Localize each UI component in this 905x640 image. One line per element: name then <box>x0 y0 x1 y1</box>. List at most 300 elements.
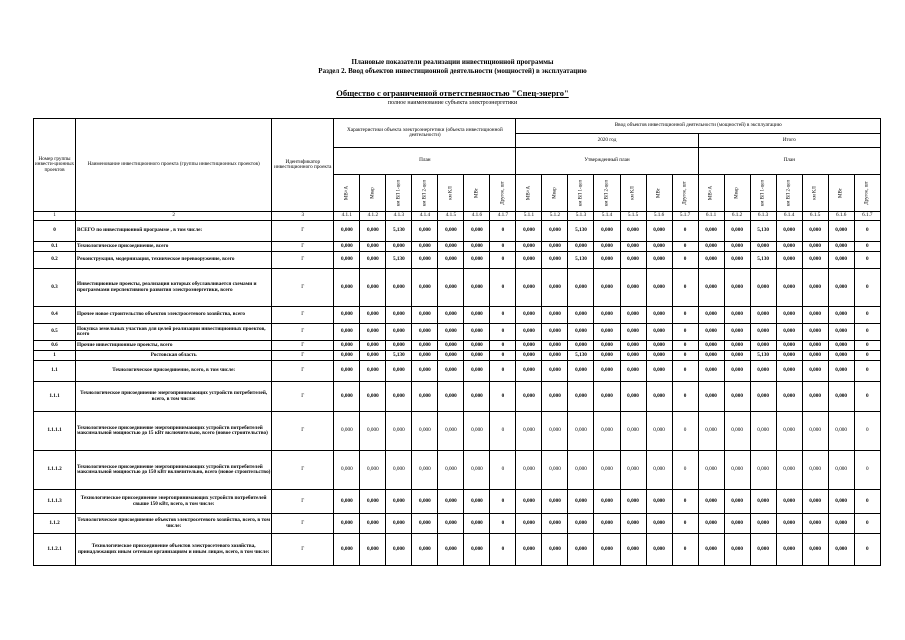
organization-caption: полное наименование субъекта электроэнергетики <box>387 100 518 106</box>
row-value: 0,000 <box>802 351 828 361</box>
row-value: 0,000 <box>594 382 620 412</box>
row-value: 0,000 <box>802 361 828 382</box>
unit-label: МВ×А <box>344 185 350 201</box>
unit-header <box>360 175 386 212</box>
row-value: 0,000 <box>646 361 672 382</box>
table-row <box>34 412 881 451</box>
unit-header <box>620 175 646 212</box>
row-value: 0,000 <box>386 514 412 534</box>
row-project-name: Технологическое присоединение, всего <box>76 242 272 252</box>
row-value: 0,000 <box>750 307 776 324</box>
row-value: 0,000 <box>828 252 854 269</box>
row-value: 0,000 <box>646 324 672 341</box>
row-value: 0,000 <box>620 490 646 514</box>
row-value: 0 <box>854 490 880 514</box>
row-value: 0,000 <box>776 242 802 252</box>
table-row <box>34 451 881 490</box>
row-value: 0,000 <box>360 242 386 252</box>
row-value: 0,000 <box>750 361 776 382</box>
row-value: 0 <box>490 514 516 534</box>
row-value: 0,000 <box>828 490 854 514</box>
row-value: 0 <box>672 382 698 412</box>
header-approved-plan: Утвержденный план <box>516 148 698 175</box>
column-code: 6.1.3 <box>750 212 776 221</box>
row-value: 0,000 <box>802 451 828 490</box>
column-code: 5.1.6 <box>646 212 672 221</box>
row-value: 0,000 <box>542 412 568 451</box>
row-value: 0,000 <box>334 341 360 351</box>
table-row <box>34 534 881 566</box>
row-project-id: Г <box>272 534 334 566</box>
row-value: 0,000 <box>620 324 646 341</box>
row-value: 0,000 <box>334 324 360 341</box>
row-value: 0,000 <box>802 412 828 451</box>
row-value: 0,000 <box>568 382 594 412</box>
row-value: 0,000 <box>620 252 646 269</box>
row-value: 0,000 <box>360 324 386 341</box>
unit-label: км ВЛ 2-цеп <box>604 179 610 207</box>
row-value: 0 <box>672 221 698 242</box>
row-value: 0,000 <box>386 269 412 307</box>
row-value: 0,000 <box>646 451 672 490</box>
row-value: 0,000 <box>360 361 386 382</box>
row-value: 0,000 <box>412 412 438 451</box>
row-value: 0,000 <box>724 242 750 252</box>
unit-label: Мвар <box>734 187 740 199</box>
row-value: 0,000 <box>360 269 386 307</box>
row-value: 0,000 <box>698 514 724 534</box>
row-value: 0,000 <box>386 412 412 451</box>
row-value: 0,000 <box>594 307 620 324</box>
row-value: 0,000 <box>438 412 464 451</box>
row-value: 0,000 <box>646 252 672 269</box>
row-value: 0,000 <box>568 514 594 534</box>
row-value: 0,000 <box>334 361 360 382</box>
row-value: 0,000 <box>620 242 646 252</box>
row-value: 0,000 <box>412 307 438 324</box>
row-value: 0,000 <box>360 412 386 451</box>
row-value: 0,000 <box>776 221 802 242</box>
row-value: 0,000 <box>568 412 594 451</box>
unit-header <box>412 175 438 212</box>
row-value: 0,000 <box>594 361 620 382</box>
row-value: 0,000 <box>828 451 854 490</box>
row-value: 0,000 <box>724 382 750 412</box>
row-value: 0,000 <box>776 341 802 351</box>
row-value: 0,000 <box>438 351 464 361</box>
row-value: 0,000 <box>568 451 594 490</box>
row-value: 0,000 <box>542 252 568 269</box>
row-project-name: Инвестиционные проекты, реализация которых обуславливается схемами и программами перспективного развития электроэнергетики, всего <box>76 269 272 307</box>
row-value: 0,000 <box>412 534 438 566</box>
row-number: 1.1.1 <box>34 382 76 412</box>
row-value: 0,000 <box>620 412 646 451</box>
row-value: 0,000 <box>776 269 802 307</box>
row-project-id: Г <box>272 412 334 451</box>
column-code: 5.1.2 <box>542 212 568 221</box>
row-value: 0,000 <box>386 307 412 324</box>
row-value: 0,000 <box>750 451 776 490</box>
row-value: 0,000 <box>360 490 386 514</box>
row-value: 0,000 <box>438 341 464 351</box>
row-value: 0,000 <box>568 490 594 514</box>
row-value: 0,000 <box>412 269 438 307</box>
row-value: 0,000 <box>646 514 672 534</box>
row-value: 0 <box>490 361 516 382</box>
row-value: 0,000 <box>568 242 594 252</box>
row-value: 0,000 <box>828 514 854 534</box>
row-value: 0,000 <box>568 307 594 324</box>
row-value: 0 <box>854 361 880 382</box>
row-value: 0,000 <box>802 242 828 252</box>
row-value: 0,000 <box>360 351 386 361</box>
row-value: 0,000 <box>750 242 776 252</box>
table-row <box>34 221 881 242</box>
row-value: 0,000 <box>360 307 386 324</box>
row-value: 0,000 <box>646 341 672 351</box>
row-value: 0 <box>490 242 516 252</box>
row-value: 0,000 <box>646 490 672 514</box>
row-project-id: Г <box>272 324 334 341</box>
unit-label: Мвар <box>552 187 558 199</box>
row-value: 0 <box>672 269 698 307</box>
row-project-id: Г <box>272 341 334 351</box>
row-value: 0,000 <box>438 324 464 341</box>
row-value: 0,000 <box>776 451 802 490</box>
unit-label: км ВЛ 2-цеп <box>422 179 428 207</box>
row-project-name: Технологическое присоединение энергопринимающих устройств потребителей максимальной мощностью до 150 кВт включительно, всего (новое строительство) <box>76 451 272 490</box>
row-value: 0,000 <box>516 307 542 324</box>
row-value: 0,000 <box>776 351 802 361</box>
row-value: 0,000 <box>464 490 490 514</box>
row-value: 0,000 <box>750 382 776 412</box>
column-code: 4.1.3 <box>386 212 412 221</box>
row-value: 0,000 <box>724 451 750 490</box>
row-number: 1.1 <box>34 361 76 382</box>
unit-label: км ВЛ 2-цеп <box>786 179 792 207</box>
column-code: 6.1.5 <box>802 212 828 221</box>
row-value: 5,130 <box>750 351 776 361</box>
row-value: 0,000 <box>334 382 360 412</box>
row-value: 0,000 <box>360 221 386 242</box>
row-value: 0,000 <box>464 361 490 382</box>
row-project-name: Технологическое присоединение объектов электросетевого хозяйства, всего, в том числе: <box>76 514 272 534</box>
row-value: 0 <box>854 451 880 490</box>
row-value: 0,000 <box>802 269 828 307</box>
row-value: 0,000 <box>828 361 854 382</box>
row-project-id: Г <box>272 351 334 361</box>
row-value: 0,000 <box>464 351 490 361</box>
row-value: 0,000 <box>594 341 620 351</box>
column-code: 6.1.7 <box>854 212 880 221</box>
table-row <box>34 252 881 269</box>
row-value: 0,000 <box>334 451 360 490</box>
row-value: 0,000 <box>516 269 542 307</box>
unit-header <box>802 175 828 212</box>
row-value: 0,000 <box>464 269 490 307</box>
row-value: 0,000 <box>412 242 438 252</box>
header-project-id: Идентификатор инвестиционного проекта <box>272 119 334 212</box>
row-value: 0,000 <box>542 534 568 566</box>
row-value: 0,000 <box>594 242 620 252</box>
row-value: 0,000 <box>412 252 438 269</box>
unit-header <box>776 175 802 212</box>
row-value: 0,000 <box>334 412 360 451</box>
row-value: 0,000 <box>516 324 542 341</box>
row-value: 0 <box>854 412 880 451</box>
row-value: 0,000 <box>620 514 646 534</box>
row-value: 5,130 <box>750 221 776 242</box>
row-value: 0,000 <box>542 351 568 361</box>
row-value: 0,000 <box>646 534 672 566</box>
row-value: 0,000 <box>724 361 750 382</box>
row-number: 1.1.2.1 <box>34 534 76 566</box>
row-number: 1.1.1.3 <box>34 490 76 514</box>
unit-header <box>568 175 594 212</box>
row-value: 0,000 <box>620 221 646 242</box>
row-value: 0,000 <box>568 341 594 351</box>
row-value: 0,000 <box>724 490 750 514</box>
row-value: 0,000 <box>724 534 750 566</box>
unit-label: км ВЛ 1-цеп <box>578 179 584 207</box>
row-project-name: Покупка земельных участков для целей реализации инвестиционных проектов, всего <box>76 324 272 341</box>
row-value: 0,000 <box>568 361 594 382</box>
row-number: 1.1.2 <box>34 514 76 534</box>
row-value: 0,000 <box>542 490 568 514</box>
row-value: 0,000 <box>568 324 594 341</box>
row-value: 0 <box>672 412 698 451</box>
row-value: 0,000 <box>412 490 438 514</box>
row-number: 1.1.1.2 <box>34 451 76 490</box>
row-value: 0,000 <box>698 324 724 341</box>
row-value: 0,000 <box>750 412 776 451</box>
row-value: 0,000 <box>802 324 828 341</box>
row-value: 0,000 <box>516 451 542 490</box>
row-value: 0,000 <box>724 351 750 361</box>
row-value: 0,000 <box>516 412 542 451</box>
row-value: 0,000 <box>750 514 776 534</box>
row-value: 0,000 <box>412 221 438 242</box>
row-value: 0,000 <box>828 412 854 451</box>
row-value: 0,000 <box>542 341 568 351</box>
row-value: 0,000 <box>724 307 750 324</box>
row-value: 0,000 <box>620 341 646 351</box>
row-project-id: Г <box>272 514 334 534</box>
row-value: 0,000 <box>698 382 724 412</box>
row-value: 0,000 <box>802 221 828 242</box>
column-code: 6.1.6 <box>828 212 854 221</box>
unit-label: МВ×А <box>708 185 714 201</box>
row-value: 0,000 <box>724 412 750 451</box>
row-project-name: Технологическое присоединение энергопринимающих устройств потребителей максимальной мощностью до 15 кВт включительно, всего (новое строительство) <box>76 412 272 451</box>
row-value: 0,000 <box>438 307 464 324</box>
header-year: 2020 год <box>516 134 698 148</box>
row-value: 0 <box>854 307 880 324</box>
row-value: 0,000 <box>464 451 490 490</box>
row-value: 0,000 <box>724 269 750 307</box>
row-project-id: Г <box>272 307 334 324</box>
column-numbers-row <box>34 212 881 221</box>
row-value: 0,000 <box>542 451 568 490</box>
row-value: 0,000 <box>542 324 568 341</box>
unit-header <box>698 175 724 212</box>
row-value: 0 <box>672 242 698 252</box>
row-value: 0,000 <box>776 361 802 382</box>
row-project-id: Г <box>272 242 334 252</box>
row-value: 0,000 <box>386 451 412 490</box>
col-num-1: 1 <box>34 212 76 221</box>
row-value: 0 <box>490 412 516 451</box>
row-value: 0,000 <box>412 514 438 534</box>
row-value: 0 <box>672 514 698 534</box>
row-value: 0 <box>490 252 516 269</box>
row-value: 0,000 <box>438 242 464 252</box>
row-value: 0,000 <box>776 514 802 534</box>
row-value: 0 <box>490 451 516 490</box>
row-value: 0,000 <box>542 221 568 242</box>
row-value: 0 <box>490 221 516 242</box>
row-value: 0,000 <box>412 324 438 341</box>
unit-header <box>516 175 542 212</box>
row-value: 0 <box>672 451 698 490</box>
row-value: 0,000 <box>646 221 672 242</box>
row-value: 0,000 <box>698 361 724 382</box>
row-value: 0 <box>672 324 698 341</box>
row-value: 0,000 <box>438 451 464 490</box>
row-value: 0,000 <box>620 307 646 324</box>
row-value: 0,000 <box>750 534 776 566</box>
row-value: 0,000 <box>386 382 412 412</box>
unit-label: км КЛ <box>448 186 454 200</box>
row-value: 0,000 <box>724 221 750 242</box>
row-project-name: Технологическое присоединение энергопринимающих устройств потребителей свыше 150 кВт, всего, в том числе: <box>76 490 272 514</box>
column-code: 4.1.4 <box>412 212 438 221</box>
row-value: 0 <box>854 252 880 269</box>
table-row <box>34 490 881 514</box>
row-value: 0 <box>490 269 516 307</box>
row-value: 0,000 <box>516 242 542 252</box>
row-number: 1 <box>34 351 76 361</box>
col-num-2: 2 <box>76 212 272 221</box>
row-value: 0,000 <box>828 534 854 566</box>
unit-header <box>334 175 360 212</box>
row-value: 0,000 <box>776 324 802 341</box>
row-value: 0,000 <box>516 252 542 269</box>
row-project-id: Г <box>272 252 334 269</box>
row-project-name: Технологическое присоединение энергопринимающих устройств потребителей, всего, в том числе: <box>76 382 272 412</box>
row-value: 0,000 <box>542 361 568 382</box>
unit-header <box>490 175 516 212</box>
row-value: 0,000 <box>698 252 724 269</box>
row-value: 0,000 <box>334 269 360 307</box>
row-value: 0 <box>672 341 698 351</box>
row-value: 0,000 <box>516 534 542 566</box>
row-value: 0,000 <box>594 514 620 534</box>
row-value: 0,000 <box>828 324 854 341</box>
row-value: 0,000 <box>334 534 360 566</box>
row-project-name: Прочие инвестиционные проекты, всего <box>76 341 272 351</box>
row-number: 0 <box>34 221 76 242</box>
row-value: 0,000 <box>542 382 568 412</box>
row-value: 0 <box>854 382 880 412</box>
row-value: 0,000 <box>724 514 750 534</box>
row-value: 0,000 <box>360 341 386 351</box>
row-value: 0,000 <box>438 490 464 514</box>
unit-label: Другое, шт <box>500 181 506 205</box>
row-value: 0,000 <box>698 269 724 307</box>
unit-header <box>438 175 464 212</box>
row-value: 0,000 <box>412 451 438 490</box>
table-row <box>34 269 881 307</box>
row-number: 0.5 <box>34 324 76 341</box>
row-value: 0,000 <box>334 351 360 361</box>
row-value: 0,000 <box>828 307 854 324</box>
row-value: 5,130 <box>568 221 594 242</box>
row-value: 0,000 <box>386 490 412 514</box>
header-plan: План <box>334 148 516 175</box>
row-number: 0.3 <box>34 269 76 307</box>
row-value: 0,000 <box>438 221 464 242</box>
column-code: 5.1.3 <box>568 212 594 221</box>
row-value: 5,130 <box>750 252 776 269</box>
row-value: 0,000 <box>620 382 646 412</box>
row-value: 0,000 <box>828 221 854 242</box>
column-code: 5.1.5 <box>620 212 646 221</box>
unit-label: МВт <box>474 188 480 198</box>
table-row <box>34 382 881 412</box>
row-value: 0,000 <box>360 252 386 269</box>
row-value: 0,000 <box>802 490 828 514</box>
col-num-3: 3 <box>272 212 334 221</box>
header-characteristics: Характеристики объекта электроэнергетики (объекта инвестиционной деятельности) <box>334 119 516 148</box>
row-value: 0,000 <box>594 252 620 269</box>
row-project-id: Г <box>272 361 334 382</box>
header-total: Итого <box>698 134 880 148</box>
row-value: 0,000 <box>438 361 464 382</box>
row-value: 0,000 <box>776 382 802 412</box>
header-row-1 <box>34 119 881 134</box>
row-value: 0,000 <box>464 412 490 451</box>
row-value: 0,000 <box>776 307 802 324</box>
row-value: 0,000 <box>802 307 828 324</box>
row-value: 0,000 <box>464 252 490 269</box>
table-row <box>34 514 881 534</box>
investment-table <box>33 118 881 566</box>
column-code: 4.1.5 <box>438 212 464 221</box>
row-number: 0.6 <box>34 341 76 351</box>
row-value: 0,000 <box>698 307 724 324</box>
row-value: 0,000 <box>698 242 724 252</box>
row-value: 0,000 <box>568 269 594 307</box>
row-value: 0,000 <box>776 252 802 269</box>
header-plan-2: План <box>698 148 880 175</box>
row-value: 0,000 <box>334 307 360 324</box>
column-code: 6.1.2 <box>724 212 750 221</box>
row-value: 0,000 <box>724 324 750 341</box>
document-subtitle: Раздел 2. Ввод объектов инвестиционной деятельности (мощностей) в эксплуатацию <box>318 67 587 75</box>
row-value: 0,000 <box>620 361 646 382</box>
row-value: 5,130 <box>568 252 594 269</box>
row-value: 0,000 <box>516 221 542 242</box>
row-value: 0,000 <box>594 412 620 451</box>
row-value: 0,000 <box>516 361 542 382</box>
row-value: 0,000 <box>802 341 828 351</box>
row-value: 0,000 <box>750 341 776 351</box>
row-value: 0 <box>854 221 880 242</box>
row-value: 0,000 <box>438 534 464 566</box>
row-value: 0,000 <box>516 382 542 412</box>
row-value: 0,000 <box>620 451 646 490</box>
